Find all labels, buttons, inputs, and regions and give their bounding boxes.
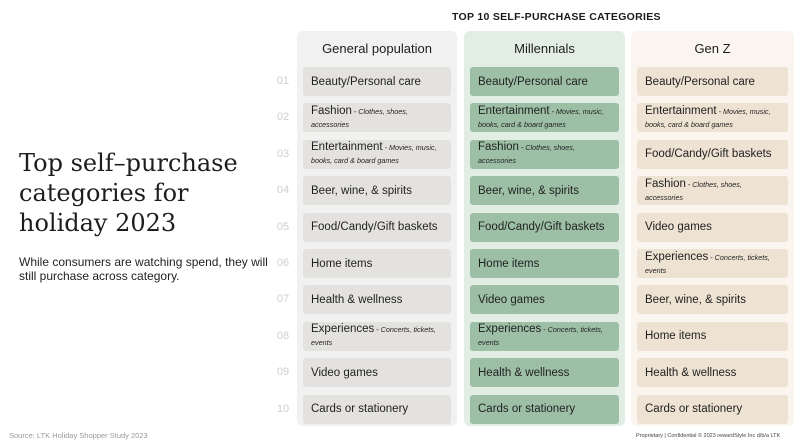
column-header: General population	[322, 41, 432, 56]
category-detail: - Clothes, shoes, accessories	[311, 106, 408, 129]
category-text	[311, 258, 372, 270]
category-name: Beer, wine, & spirits	[645, 293, 746, 306]
category-name: Fashion	[645, 177, 686, 190]
category-cell	[470, 140, 619, 169]
category-text	[645, 294, 746, 306]
category-name: Beer, wine, & spirits	[478, 184, 579, 197]
category-text	[645, 105, 780, 131]
category-detail: - Concerts, tickets, events	[311, 325, 436, 348]
category-text	[478, 258, 539, 270]
column-header: Gen Z	[694, 41, 731, 56]
category-detail: - Movies, music, books, card & board games	[311, 143, 437, 166]
category-name: Fashion	[478, 141, 519, 154]
category-name: Video games	[478, 293, 545, 306]
category-cell	[303, 67, 451, 96]
category-name: Entertainment	[311, 141, 383, 154]
category-cell	[303, 176, 451, 205]
rank-number: 08	[276, 329, 290, 342]
category-name: Cards or stationery	[311, 403, 409, 416]
column-millennials	[464, 31, 625, 426]
category-cell	[470, 322, 619, 351]
chart-title: TOP 10 SELF-PURCHASE CATEGORIES	[452, 11, 661, 23]
category-name: Health & wellness	[311, 293, 403, 306]
category-text	[478, 105, 611, 131]
category-cell	[470, 67, 619, 96]
category-text	[478, 221, 605, 233]
category-cell	[303, 249, 451, 278]
category-text	[311, 367, 378, 379]
category-text	[311, 105, 443, 131]
rank-number: 06	[276, 257, 290, 269]
category-text	[311, 185, 412, 197]
category-text	[645, 148, 772, 160]
category-cell	[470, 285, 619, 314]
category-text	[311, 141, 443, 167]
category-name: Entertainment	[645, 104, 717, 117]
category-cell	[637, 67, 788, 96]
category-name: Beer, wine, & spirits	[311, 184, 412, 197]
category-cell	[470, 358, 619, 387]
rank-number: 04	[276, 184, 290, 197]
category-text	[478, 294, 545, 306]
rank-number: 01	[276, 75, 290, 87]
category-name: Video games	[311, 366, 378, 379]
category-text	[311, 323, 443, 349]
category-text	[645, 76, 755, 88]
category-detail: - Clothes, shoes, accessories	[645, 179, 742, 202]
category-name: Entertainment	[478, 104, 550, 117]
category-cell	[303, 103, 451, 132]
category-cell	[637, 395, 788, 424]
category-text	[478, 76, 588, 88]
category-cell	[470, 176, 619, 205]
category-cell	[637, 322, 788, 351]
category-cell	[637, 213, 788, 242]
category-text	[645, 330, 706, 342]
rank-number: 07	[276, 293, 290, 306]
category-cell	[303, 140, 451, 169]
category-detail: - Movies, music, books, card & board games	[478, 106, 604, 129]
category-name: Beauty/Personal care	[311, 75, 421, 88]
category-name: Beauty/Personal care	[478, 75, 588, 88]
category-text	[478, 367, 569, 379]
category-text	[645, 178, 780, 204]
column-general-population	[297, 31, 457, 426]
page-headline: Top self–purchase categories for holiday 2023	[19, 149, 238, 237]
rank-number: 09	[276, 366, 290, 379]
column-gen-z	[631, 31, 794, 426]
category-cell	[303, 285, 451, 314]
category-cell	[637, 176, 788, 205]
category-text	[478, 185, 579, 197]
category-cell	[470, 213, 619, 242]
category-cell	[637, 249, 788, 278]
category-cell	[637, 285, 788, 314]
category-cell	[637, 358, 788, 387]
category-name: Fashion	[311, 104, 352, 117]
category-cell	[637, 140, 788, 169]
category-text	[478, 403, 575, 415]
category-text	[311, 403, 408, 415]
category-name: Food/Candy/Gift baskets	[311, 221, 438, 234]
category-detail: - Movies, music, books, card & board games	[645, 106, 771, 129]
category-text	[478, 323, 611, 349]
page-subtext: While consumers are watching spend, they will still purchase across category.	[19, 255, 268, 283]
category-cell	[470, 103, 619, 132]
column-header: Millennials	[514, 41, 575, 56]
category-name: Home items	[478, 257, 540, 270]
category-cell	[303, 213, 451, 242]
source-note: Source: LTK Holiday Shopper Study 2023	[9, 431, 148, 440]
category-text	[645, 221, 712, 233]
category-text	[645, 251, 780, 277]
category-name: Cards or stationery	[645, 403, 743, 416]
category-text	[645, 403, 742, 415]
category-name: Experiences	[478, 323, 542, 336]
category-detail: - Concerts, tickets, events	[645, 252, 770, 275]
category-cell	[303, 395, 451, 424]
category-name: Health & wellness	[645, 366, 737, 379]
category-name: Home items	[311, 257, 373, 270]
legal-note: Proprietary | Confidential © 2023 rewardStyle Inc d/b/a LTK	[636, 433, 781, 439]
category-detail: - Concerts, tickets, events	[478, 325, 603, 348]
rank-number: 05	[276, 220, 290, 233]
category-name: Experiences	[311, 323, 375, 336]
rank-number: 02	[276, 111, 290, 124]
category-text	[645, 367, 736, 379]
category-name: Video games	[645, 221, 712, 234]
category-text	[478, 141, 611, 167]
rank-number: 10	[276, 402, 290, 415]
category-name: Cards or stationery	[478, 403, 576, 416]
category-detail: - Clothes, shoes, accessories	[478, 143, 575, 166]
category-name: Experiences	[645, 250, 709, 263]
category-text	[311, 294, 402, 306]
category-text	[311, 76, 421, 88]
category-name: Home items	[645, 330, 707, 343]
category-cell	[470, 395, 619, 424]
category-name: Food/Candy/Gift baskets	[478, 221, 605, 234]
category-name: Food/Candy/Gift baskets	[645, 148, 772, 161]
category-name: Health & wellness	[478, 366, 570, 379]
rank-number: 03	[276, 147, 290, 160]
category-cell	[470, 249, 619, 278]
category-cell	[303, 322, 451, 351]
category-cell	[303, 358, 451, 387]
category-cell	[637, 103, 788, 132]
category-text	[311, 221, 438, 233]
category-name: Beauty/Personal care	[645, 75, 755, 88]
